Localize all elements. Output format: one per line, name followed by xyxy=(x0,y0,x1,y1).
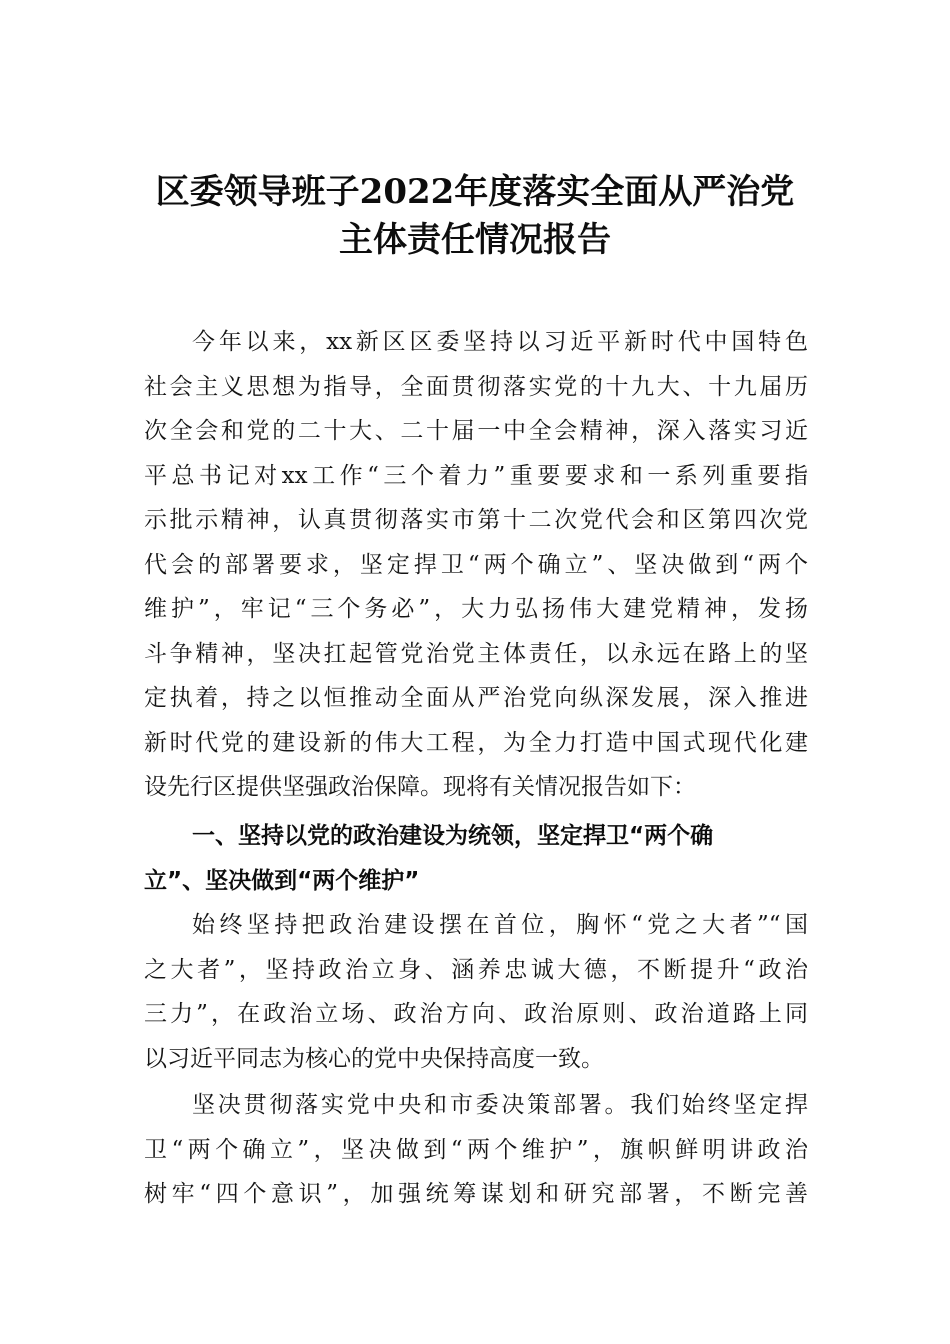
paragraph-line: 平总书记对xx工作“三个着力”重要要求和一系列重要指 xyxy=(144,462,808,489)
paragraph-line: 今年以来，xx新区区委坚持以习近平新时代中国特色 xyxy=(192,329,808,355)
paragraph-intro xyxy=(144,320,808,810)
heading-line: 立”、坚决做到“两个维护” xyxy=(144,867,420,894)
paragraph-line: 以习近平同志为核心的党中央保持高度一致。 xyxy=(144,1045,604,1072)
paragraph-implementation xyxy=(144,1083,808,1217)
paragraph-line: 示批示精神，认真贯彻落实市第十二次党代会和区第四次党 xyxy=(144,507,808,533)
section-heading-1 xyxy=(144,814,808,903)
heading-line: 一、坚持以党的政治建设为统领，坚定捍卫“两个确 xyxy=(192,823,714,849)
document-title xyxy=(120,168,830,264)
paragraph-line: 坚决贯彻落实党中央和市委决策部署。我们始终坚定捍 xyxy=(192,1092,808,1118)
paragraph-line: 定执着，持之以恒推动全面从严治党向纵深发展，深入推进 xyxy=(144,685,808,711)
paragraph-political-building xyxy=(144,903,808,1081)
paragraph-line: 设先行区提供坚强政治保障。现将有关情况报告如下： xyxy=(144,774,696,800)
paragraph-line: 始终坚持把政治建设摆在首位，胸怀“党之大者”“国 xyxy=(192,912,808,938)
title-line-2: 主体责任情况报告 xyxy=(339,220,611,260)
paragraph-line: 卫“两个确立”，坚决做到“两个维护”，旗帜鲜明讲政治 xyxy=(144,1136,808,1163)
paragraph-line: 次全会和党的二十大、二十届一中全会精神，深入落实习近 xyxy=(144,418,808,444)
paragraph-line: 斗争精神，坚决扛起管党治党主体责任，以永远在路上的坚 xyxy=(144,640,808,667)
title-line-1: 区委领导班子2022年度落实全面从严治党 xyxy=(155,172,795,212)
paragraph-line: 树牢“四个意识”，加强统筹谋划和研究部署，不断完善 xyxy=(144,1181,808,1207)
paragraph-line: 新时代党的建设新的伟大工程，为全力打造中国式现代化建 xyxy=(144,729,808,756)
paragraph-line: 社会主义思想为指导，全面贯彻落实党的十九大、十九届历 xyxy=(144,373,808,400)
paragraph-line: 三力”，在政治立场、政治方向、政治原则、政治道路上同 xyxy=(144,1001,808,1027)
paragraph-line: 代会的部署要求，坚定捍卫“两个确立”、坚决做到“两个 xyxy=(144,551,808,578)
paragraph-line: 之大者”，坚持政治立身、涵养忠诚大德，不断提升“政治 xyxy=(144,956,808,983)
paragraph-line: 维护”，牢记“三个务必”，大力弘扬伟大建党精神，发扬 xyxy=(144,596,808,622)
